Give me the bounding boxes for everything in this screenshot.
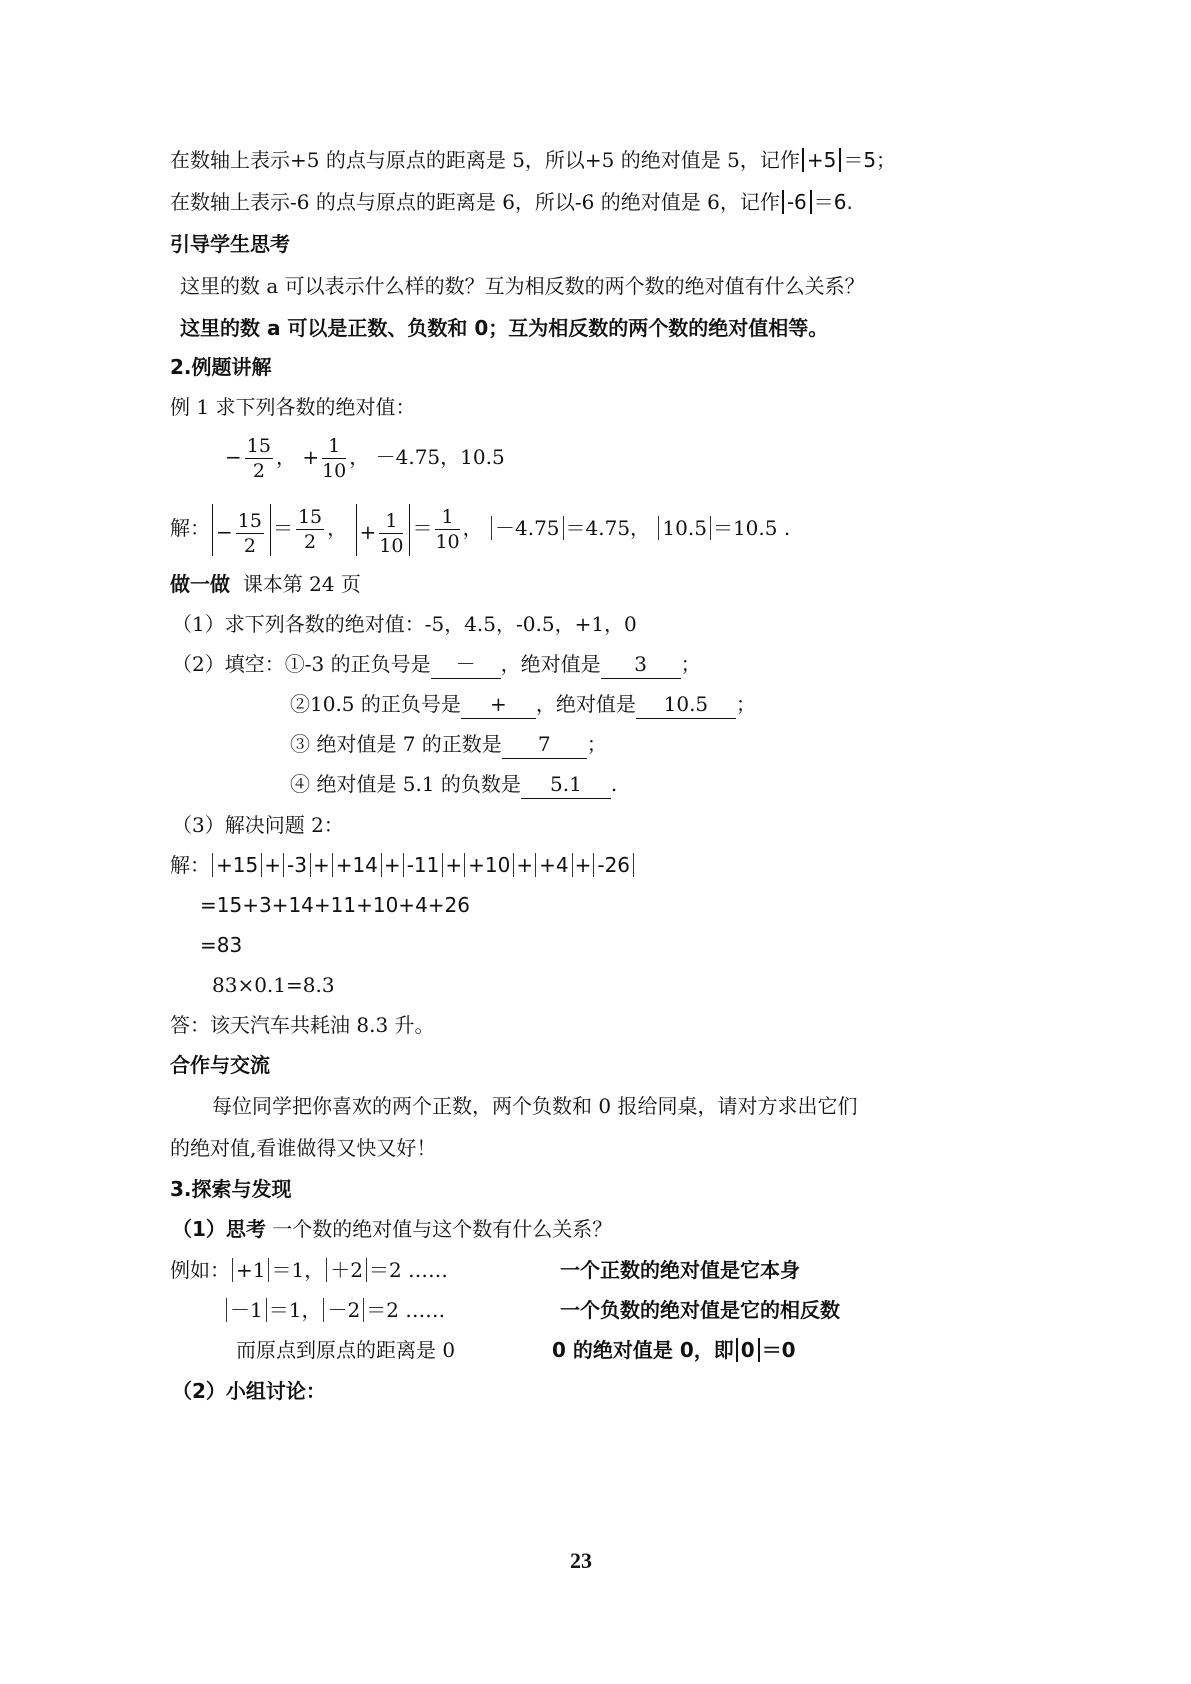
line-2-text: 在数轴上表示-6 的点与原点的距离是 6，所以-6 的绝对值是 6，记作 xyxy=(170,190,780,214)
plus: + xyxy=(383,853,401,877)
abs-value: -3 xyxy=(283,853,311,877)
rule-zero xyxy=(552,1336,796,1364)
task-2-line-3 xyxy=(290,730,607,759)
task-2-line-4 xyxy=(290,770,617,799)
task-4-head: ③ 绝对值是 7 的正数是 xyxy=(290,732,502,756)
rule-negative: 一个负数的绝对值是它的相反数 xyxy=(560,1298,840,1322)
value-4-75: ＝4.75， xyxy=(565,516,651,540)
calc-line-4: 83×0.1=8.3 xyxy=(212,973,335,997)
task-3-end: ； xyxy=(735,692,756,716)
numerator: 15 xyxy=(297,506,323,528)
equals: ＝ xyxy=(412,516,433,540)
numerator: 1 xyxy=(435,505,459,530)
line-1-tail: ＝5； xyxy=(843,148,897,172)
line-1-text: 在数轴上表示+5 的点与原点的距离是 5，所以+5 的绝对值是 5，记作 xyxy=(170,148,800,172)
abs-value: －2 xyxy=(323,1298,364,1322)
calc-label: 解： xyxy=(170,853,210,877)
rule-zero-tail: ＝0 xyxy=(761,1338,796,1362)
fraction xyxy=(296,505,324,554)
task-3-head: ②10.5 的正负号是 xyxy=(290,692,461,716)
calc-line-1 xyxy=(170,851,636,879)
abs-plus5: +5 xyxy=(802,148,841,172)
numerator: 15 xyxy=(237,509,262,532)
answer-line: 这里的数 a 可以是正数、负数和 0；互为相反数的两个数的绝对值相等。 xyxy=(180,316,829,340)
abs-value: -11 xyxy=(403,853,444,877)
value-10-5: ＝10.5 . xyxy=(712,516,791,540)
abs-value: +14 xyxy=(332,853,382,877)
abs-value: +15 xyxy=(212,853,262,877)
abs-10-5: 10.5 xyxy=(658,516,711,540)
heading-try-it-line xyxy=(170,570,361,598)
calc-line-2: =15+3+14+11+10+4+26 xyxy=(200,893,470,917)
plus: + xyxy=(312,853,330,877)
plus: + xyxy=(516,853,534,877)
fraction-sign: + xyxy=(359,519,377,544)
example-1-rest: －4.75，10.5 xyxy=(375,445,505,469)
fraction-2-denominator: 10 xyxy=(322,460,347,482)
heading-explore: 3.探索与发现 xyxy=(170,1177,292,1201)
fraction-1 xyxy=(245,434,273,483)
heading-cooperate: 合作与交流 xyxy=(170,1053,270,1077)
fraction-sign: − xyxy=(216,519,233,544)
abs-value: +1 xyxy=(232,1258,269,1282)
blank-abs-minus-3: 3 xyxy=(601,650,681,679)
denominator: 10 xyxy=(379,534,404,557)
task-2-end: ； xyxy=(680,652,701,676)
fraction-2-sign: + xyxy=(302,445,320,469)
task-4-end: ； xyxy=(586,732,607,756)
plus: + xyxy=(264,853,281,877)
task-5-end: . xyxy=(610,772,618,796)
blank-positive-7: 7 xyxy=(502,730,587,759)
separator: ， xyxy=(275,445,296,469)
task-2-line-1 xyxy=(172,650,701,679)
separator: ， xyxy=(349,445,370,469)
heading-try-it: 做一做 xyxy=(170,572,230,596)
fraction-1-denominator: 2 xyxy=(252,460,265,482)
rule-zero-text: 0 的绝对值是 0，即 xyxy=(552,1338,734,1362)
equals-1: ＝1， xyxy=(271,1258,325,1282)
task-1: （1）求下列各数的绝对值：-5，4.5，-0.5，+1，0 xyxy=(172,612,637,636)
comma: ， xyxy=(327,516,348,540)
heading-examples: 2.例题讲解 xyxy=(170,355,272,379)
abs-fraction-2 xyxy=(356,504,411,556)
blank-sign-10-5: + xyxy=(461,690,536,719)
abs-value: -26 xyxy=(593,853,634,877)
solution-label: 解： xyxy=(170,516,210,540)
abs-value: +10 xyxy=(464,853,514,877)
abs-zero: 0 xyxy=(736,1338,760,1362)
task-2-line-2 xyxy=(290,690,756,719)
task-3-mid: ，绝对值是 xyxy=(535,692,636,716)
answer-fuel: 答：该天汽车共耗油 8.3 升。 xyxy=(170,1013,435,1037)
example-1-numbers xyxy=(225,430,505,484)
abs-value: －1 xyxy=(226,1298,267,1322)
numerator: 1 xyxy=(379,509,403,534)
denominator: 2 xyxy=(243,534,256,557)
paragraph-line-2: 的绝对值,看谁做得又快又好！ xyxy=(170,1136,437,1160)
equals-1: ＝1， xyxy=(268,1298,322,1322)
heading-guide-students: 引导学生思考 xyxy=(170,232,290,256)
think-label: （1）思考 xyxy=(172,1217,266,1241)
text-line-1 xyxy=(170,146,896,174)
abs-value: +4 xyxy=(535,853,572,877)
line-2-tail: ＝6. xyxy=(813,190,853,214)
denominator: 2 xyxy=(304,531,317,553)
task-5-head: ④ 绝对值是 5.1 的负数是 xyxy=(290,772,521,796)
rule-positive: 一个正数的绝对值是它本身 xyxy=(560,1258,800,1282)
think-line xyxy=(172,1215,612,1243)
equals-2: ＝2 …… xyxy=(366,1298,446,1322)
example-label: 例如： xyxy=(170,1258,230,1282)
plus: + xyxy=(445,853,463,877)
denominator: 10 xyxy=(435,531,460,553)
solution-line xyxy=(170,500,790,556)
fraction xyxy=(379,509,403,558)
fraction-1-numerator: 15 xyxy=(246,435,271,457)
text-line-2 xyxy=(170,188,853,216)
example-1-prompt: 例 1 求下列各数的绝对值： xyxy=(170,395,416,419)
abs-fraction-1 xyxy=(212,504,271,556)
blank-negative-5-1: 5.1 xyxy=(521,770,611,799)
task-2-mid: ，绝对值是 xyxy=(500,652,601,676)
think-question: 一个数的绝对值与这个数有什么关系？ xyxy=(272,1217,613,1241)
paragraph-line-1: 每位同学把你喜欢的两个正数，两个负数和 0 报给同桌，请对方求出它们 xyxy=(212,1094,858,1118)
textbook-page-ref: 课本第 24 页 xyxy=(242,572,361,596)
abs-minus6: -6 xyxy=(782,190,812,214)
page-number: 23 xyxy=(570,1548,592,1573)
example-negative-line xyxy=(224,1296,445,1324)
example-positive-line xyxy=(170,1256,448,1284)
abs-value: ＋2 xyxy=(326,1258,367,1282)
fraction-1-sign: − xyxy=(225,445,242,469)
plus: + xyxy=(574,853,592,877)
comma: ， xyxy=(462,516,483,540)
equals: ＝ xyxy=(272,516,293,540)
abs-minus-4-75: －4.75 xyxy=(491,516,564,540)
group-discussion: （2）小组讨论： xyxy=(172,1379,326,1403)
task-2-head: （2）填空：①-3 的正负号是 xyxy=(172,652,431,676)
fraction-2-numerator: 1 xyxy=(322,434,346,459)
equals-2: ＝2 …… xyxy=(368,1258,449,1282)
question-line: 这里的数 a 可以表示什么样的数？互为相反数的两个数的绝对值有什么关系？ xyxy=(180,274,865,298)
calc-line-3: =83 xyxy=(200,933,243,957)
origin-distance: 而原点到原点的距离是 0 xyxy=(236,1338,456,1362)
fraction xyxy=(435,505,459,554)
blank-abs-10-5: 10.5 xyxy=(636,690,736,719)
fraction xyxy=(236,509,264,558)
fraction-2 xyxy=(322,434,346,483)
blank-sign-minus-3: － xyxy=(431,650,501,679)
task-3: （3）解决问题 2： xyxy=(172,813,344,837)
